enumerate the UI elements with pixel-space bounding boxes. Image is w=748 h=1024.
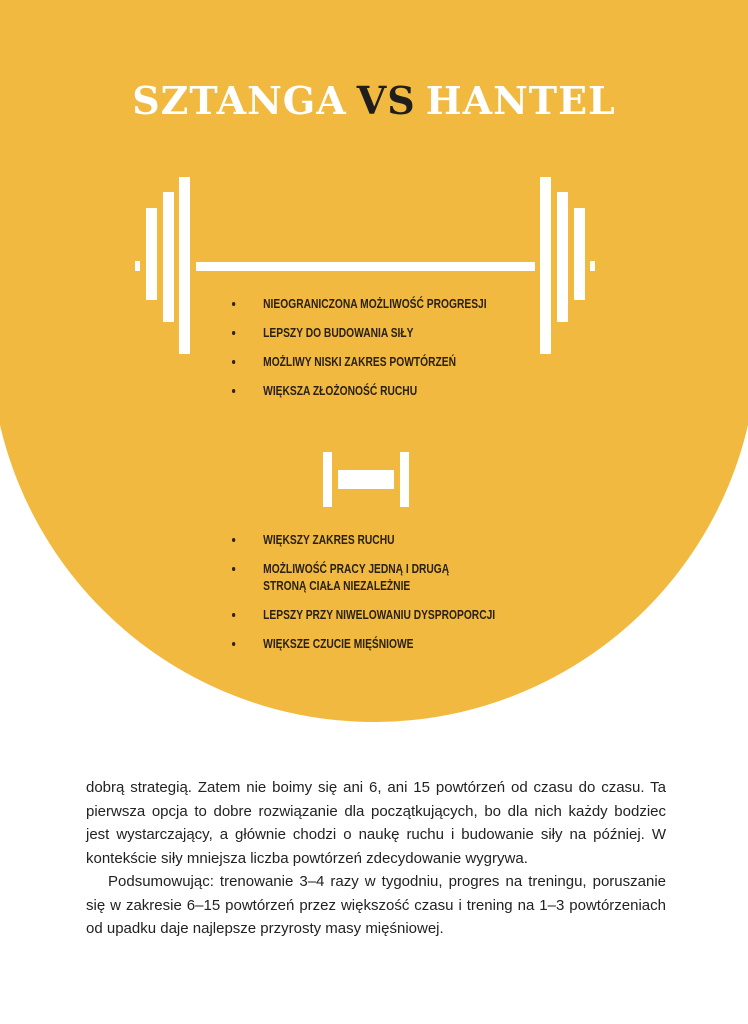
bullet <box>232 302 235 306</box>
barbell-features-list <box>232 296 511 412</box>
paragraph: dobrą strategią. Zatem nie boimy się ani 6, ani 15 powtórzeń od czasu do czasu. Ta pierwsza opcja to dobre rozwiązanie dla początkujących, bo dla nich każdy bodziec jest wystarczający, a głównie chodzi o naukę ruchu i budowanie siły na później. W kontekście siły mniejsza liczba powtórzeń zdecydowanie wygrywa. <box>86 779 666 867</box>
list-item: WIĘKSZA ZŁOŻONOŚĆ RUCHU <box>232 383 511 400</box>
paragraph: Podsumowując: trenowanie 3–4 razy w tygodniu, progres na treningu, poruszanie się w zakresie 6–15 powtórzeń przez większość czasu i trening na 1–3 powtórzeniach od upadku daje najlepsze przyrosty masy mięśniowej. <box>86 873 666 937</box>
body-text <box>86 776 666 941</box>
list-item: WIĘKSZE CZUCIE MIĘŚNIOWE <box>232 636 511 653</box>
title-part-dumbbell: HANTEL <box>425 78 616 123</box>
list-item: NIEOGRANICZONA MOŻLIWOŚĆ PROGRESJI <box>232 296 511 313</box>
bullet <box>232 642 235 646</box>
bullet <box>232 389 235 393</box>
list-item: MOŻLIWY NISKI ZAKRES POWTÓRZEŃ <box>232 354 511 371</box>
bullet <box>232 360 235 364</box>
bullet <box>232 331 235 335</box>
dumbbell-features-list <box>232 532 511 665</box>
list-item: MOŻLIWOŚĆ PRACY JEDNĄ I DRUGĄ STRONĄ CIAŁA NIEZALEŻNIE <box>232 561 511 595</box>
bullet <box>232 613 235 617</box>
bullet <box>232 567 235 571</box>
list-item: LEPSZY DO BUDOWANIA SIŁY <box>232 325 511 342</box>
bullet <box>232 538 235 542</box>
title-vs: VS <box>356 78 416 123</box>
list-item: LEPSZY PRZY NIWELOWANIU DYSPROPORCJI <box>232 607 511 624</box>
dumbbell-icon <box>0 450 748 510</box>
title-part-barbell: SZTANGA <box>132 78 347 123</box>
list-item: WIĘKSZY ZAKRES RUCHU <box>232 532 511 549</box>
